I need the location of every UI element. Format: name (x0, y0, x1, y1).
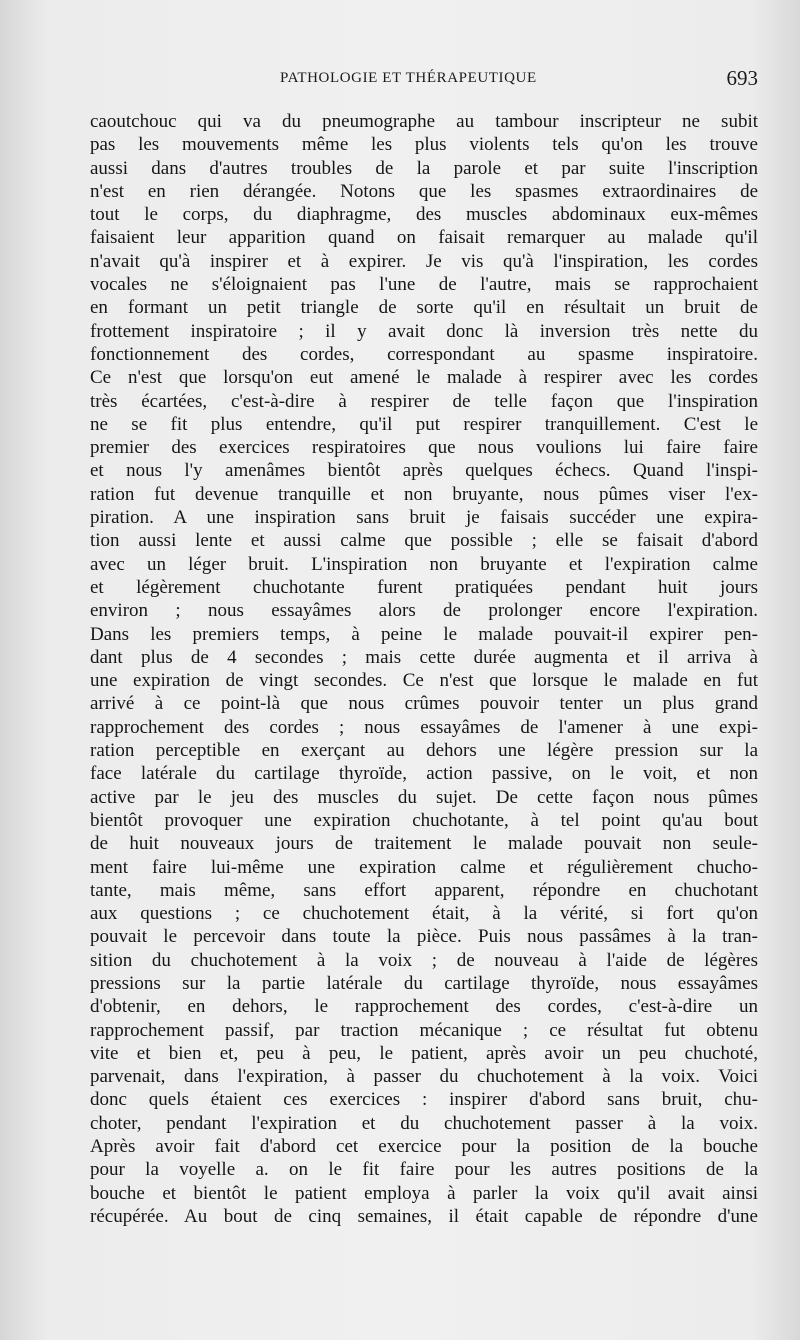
text-line: et légèrement chuchotante furent pratiquées pendant huit jours (90, 576, 758, 598)
text-line: bientôt provoquer une expiration chuchotante, à tel point qu'au bout (90, 809, 758, 831)
text-line: vite et bien et, peu à peu, le patient, après avoir un peu chuchoté, (90, 1042, 758, 1064)
text-line: et nous l'y amenâmes bientôt après quelques échecs. Quand l'inspi- (90, 460, 758, 482)
text-line: tout le corps, du diaphragme, des muscles abdominaux eux-mêmes (90, 204, 758, 226)
body-text (90, 110, 758, 1228)
text-line: avec un léger bruit. L'inspiration non bruyante et l'expiration calme (90, 553, 758, 575)
text-line: tante, mais même, sans effort apparent, répondre en chuchotant (90, 879, 758, 901)
text-line: ne se fit plus entendre, qu'il put respirer tranquillement. C'est le (90, 413, 758, 435)
text-line: vocales ne s'éloignaient pas l'une de l'autre, mais se rapprochaient (90, 274, 758, 296)
text-line: tion aussi lente et aussi calme que possible ; elle se faisait d'abord (90, 530, 758, 552)
text-line: Dans les premiers temps, à peine le malade pouvait-il expirer pen- (90, 623, 758, 645)
text-line: aussi dans d'autres troubles de la parole et par suite l'inscription (90, 157, 758, 179)
text-line: Ce n'est que lorsqu'on eut amené le malade à respirer avec les cordes (90, 367, 758, 389)
text-line: ration perceptible en exerçant au dehors une légère pression sur la (90, 740, 758, 762)
text-line: pour la voyelle a. on le fit faire pour les autres positions de la (90, 1159, 758, 1181)
text-line: aux questions ; ce chuchotement était, à la vérité, si fort qu'on (90, 903, 758, 925)
text-line: dant plus de 4 secondes ; mais cette durée augmenta et il arriva à (90, 646, 758, 668)
text-line: Après avoir fait d'abord cet exercice pour la position de la bouche (90, 1136, 758, 1158)
text-line: donc quels étaient ces exercices : inspirer d'abord sans bruit, chu- (90, 1089, 758, 1111)
text-line: pouvait le percevoir dans toute la pièce. Puis nous passâmes à la tran- (90, 926, 758, 948)
running-title: PATHOLOGIE ET THÉRAPEUTIQUE (280, 70, 537, 86)
text-line: environ ; nous essayâmes alors de prolonger encore l'expiration. (90, 600, 758, 622)
text-line: très écartées, c'est-à-dire à respirer de telle façon que l'inspiration (90, 390, 758, 412)
text-line: ment faire lui-même une expiration calme et régulièrement chucho- (90, 856, 758, 878)
text-line: en formant un petit triangle de sorte qu'il en résultait un bruit de (90, 297, 758, 319)
text-line: caoutchouc qui va du pneumographe au tambour inscripteur ne subit (90, 111, 758, 132)
text-line: fonctionnement des cordes, correspondant au spasme inspiratoire. (90, 343, 758, 365)
running-header (90, 66, 758, 94)
text-line: rapprochement des cordes ; nous essayâmes de l'amener à une expi- (90, 716, 758, 738)
text-line: n'avait qu'à inspirer et à expirer. Je vis qu'à l'inspiration, les cordes (90, 250, 758, 272)
text-line: arrivé à ce point-là que nous crûmes pouvoir tenter un plus grand (90, 693, 758, 715)
text-line: une expiration de vingt secondes. Ce n'est que lorsque le malade en fut (90, 670, 758, 692)
text-line: pressions sur la partie latérale du cartilage thyroïde, nous essayâmes (90, 972, 758, 994)
text-line: piration. A une inspiration sans bruit je faisais succéder une expira- (90, 507, 758, 529)
text-line: faisaient leur apparition quand on faisait remarquer au malade qu'il (90, 227, 758, 249)
text-line: parvenait, dans l'expiration, à passer du chuchotement à la voix. Voici (90, 1066, 758, 1088)
text-line: frottement inspiratoire ; il y avait donc là inversion très nette du (90, 320, 758, 342)
text-line: récupérée. Au bout de cinq semaines, il était capable de répondre d'une (90, 1205, 758, 1227)
page-number: 693 (726, 66, 758, 90)
text-line: premier des exercices respiratoires que nous voulions lui faire faire (90, 437, 758, 459)
text-line: bouche et bientôt le patient employa à parler la voix qu'il avait ainsi (90, 1182, 758, 1204)
text-line: d'obtenir, en dehors, le rapprochement des cordes, c'est-à-dire un (90, 996, 758, 1018)
text-line: choter, pendant l'expiration et du chuchotement passer à la voix. (90, 1112, 758, 1134)
text-line: active par le jeu des muscles du sujet. De cette façon nous pûmes (90, 786, 758, 808)
text-line: n'est en rien dérangée. Notons que les spasmes extraordinaires de (90, 180, 758, 202)
text-line: ration fut devenue tranquille et non bruyante, nous pûmes viser l'ex- (90, 483, 758, 505)
text-line: pas les mouvements même les plus violents tels qu'on les trouve (90, 134, 758, 156)
text-line: face latérale du cartilage thyroïde, action passive, on le voit, et non (90, 763, 758, 785)
text-line: rapprochement passif, par traction mécanique ; ce résultat fut obtenu (90, 1019, 758, 1041)
text-line: de huit nouveaux jours de traitement le malade pouvait non seule- (90, 833, 758, 855)
text-line: sition du chuchotement à la voix ; de nouveau à l'aide de légères (90, 949, 758, 971)
